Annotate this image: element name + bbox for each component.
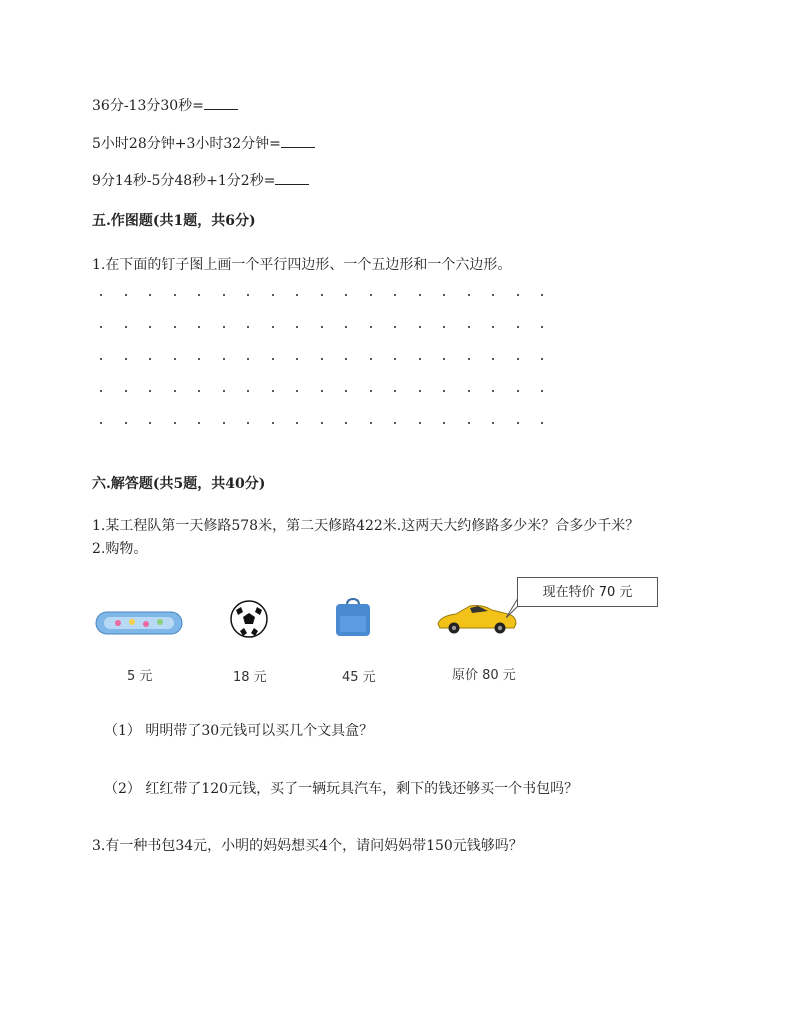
nail-dot [174,390,176,392]
nail-dot [100,326,102,328]
nail-dot [419,390,421,392]
nail-dot [223,422,225,424]
calc-question-2-text: 5小时28分钟+3小时32分钟= [92,136,281,152]
nail-dot [345,422,347,424]
nail-dot [149,294,151,296]
nail-dot [541,326,543,328]
nail-dot [125,294,127,296]
nail-dot [345,358,347,360]
product-price-pencil-case: 5 元 [127,669,153,684]
nail-dot [370,294,372,296]
nail-dot [100,422,102,424]
nail-dot [468,422,470,424]
nail-dot [125,390,127,392]
nail-dot [223,326,225,328]
nail-dot [394,326,396,328]
nail-dot [100,294,102,296]
section-6-question-2: 2.购物。 [92,541,148,557]
nail-dot [272,422,274,424]
nail-dot [247,358,249,360]
nail-dot [419,294,421,296]
nail-dot [419,422,421,424]
nail-dot [296,358,298,360]
nail-dot [125,422,127,424]
section-5-heading: 五.作图题(共1题，共6分) [92,213,256,229]
section-6-question-3: 3.有一种书包34元，小明的妈妈想买4个，请问妈妈带150元钱够吗？ [92,838,523,854]
soccer-ball-icon [230,600,268,638]
nail-dot [541,294,543,296]
section-5-question-1: 1.在下面的钉子图上画一个平行四边形、一个五边形和一个六边形。 [92,257,512,273]
nail-dot [247,326,249,328]
product-price-school-bag: 45 元 [342,670,376,685]
calc-question-2 [92,133,315,153]
section-6-subquestion-1: （1） 明明带了30元钱可以买几个文具盒？ [104,723,374,739]
nail-dot [370,422,372,424]
school-bag-icon [334,598,372,638]
calc-question-1 [92,95,238,115]
nail-dot [468,294,470,296]
nail-dot [517,358,519,360]
section-6-subquestion-2: （2） 红红带了120元钱，买了一辆玩具汽车，剩下的钱还够买一个书包吗？ [104,781,579,797]
nail-dot [272,390,274,392]
nail-dot [174,422,176,424]
nail-dot [272,326,274,328]
nail-dot [443,294,445,296]
nail-dot [370,326,372,328]
nail-board-dot-grid[interactable] [100,288,640,428]
nail-dot [517,294,519,296]
section-6-heading: 六.解答题(共5题，共40分) [92,476,266,492]
answer-blank-2[interactable] [281,135,315,148]
nail-dot [492,326,494,328]
nail-dot [223,358,225,360]
nail-dot [198,326,200,328]
answer-blank-3[interactable] [275,172,309,185]
nail-dot [321,358,323,360]
answer-blank-1[interactable] [204,97,238,110]
nail-dot [443,422,445,424]
nail-dot [517,326,519,328]
nail-dot [247,422,249,424]
nail-dot [272,358,274,360]
nail-dot [149,422,151,424]
nail-dot [223,294,225,296]
nail-dot [198,390,200,392]
nail-dot [468,358,470,360]
nail-dot [468,390,470,392]
nail-dot [198,422,200,424]
nail-dot [100,390,102,392]
nail-dot [345,390,347,392]
calc-question-3-text: 9分14秒-5分48秒+1分2秒= [92,173,276,189]
nail-dot [272,294,274,296]
nail-dot [443,326,445,328]
nail-dot [394,358,396,360]
calc-question-1-text: 36分-13分30秒= [92,98,204,114]
nail-dot [174,294,176,296]
nail-dot [100,358,102,360]
nail-dot [517,422,519,424]
nail-dot [541,390,543,392]
product-price-soccer-ball: 18 元 [233,670,267,685]
nail-dot [419,358,421,360]
nail-dot [296,390,298,392]
nail-dot [247,390,249,392]
nail-dot [149,358,151,360]
nail-dot [492,358,494,360]
nail-dot [174,326,176,328]
nail-dot [541,358,543,360]
nail-dot [541,422,543,424]
nail-dot [517,390,519,392]
nail-dot [321,390,323,392]
nail-dot [345,326,347,328]
nail-dot [125,358,127,360]
nail-dot [125,326,127,328]
product-price-toy-car: 原价 80 元 [452,668,516,683]
sale-price-callout: 现在特价 70 元 [517,577,658,607]
nail-dot [198,294,200,296]
nail-dot [394,294,396,296]
nail-dot [394,390,396,392]
nail-dot [492,390,494,392]
nail-dot [149,390,151,392]
nail-dot [321,422,323,424]
nail-dot [419,326,421,328]
nail-dot [345,294,347,296]
nail-dot [492,294,494,296]
nail-dot [370,390,372,392]
nail-dot [394,422,396,424]
nail-dot [296,422,298,424]
nail-dot [443,358,445,360]
nail-dot [492,422,494,424]
nail-dot [321,326,323,328]
nail-dot [174,358,176,360]
section-6-question-1: 1.某工程队第一天修路578米，第二天修路422米.这两天大约修路多少米？合多少千米？ [92,518,640,534]
nail-dot [321,294,323,296]
nail-dot [247,294,249,296]
nail-dot [468,326,470,328]
nail-dot [198,358,200,360]
nail-dot [370,358,372,360]
nail-dot [223,390,225,392]
calc-question-3 [92,170,309,190]
nail-dot [296,326,298,328]
nail-dot [443,390,445,392]
pencil-case-icon [94,609,184,637]
nail-dot [296,294,298,296]
nail-dot [149,326,151,328]
